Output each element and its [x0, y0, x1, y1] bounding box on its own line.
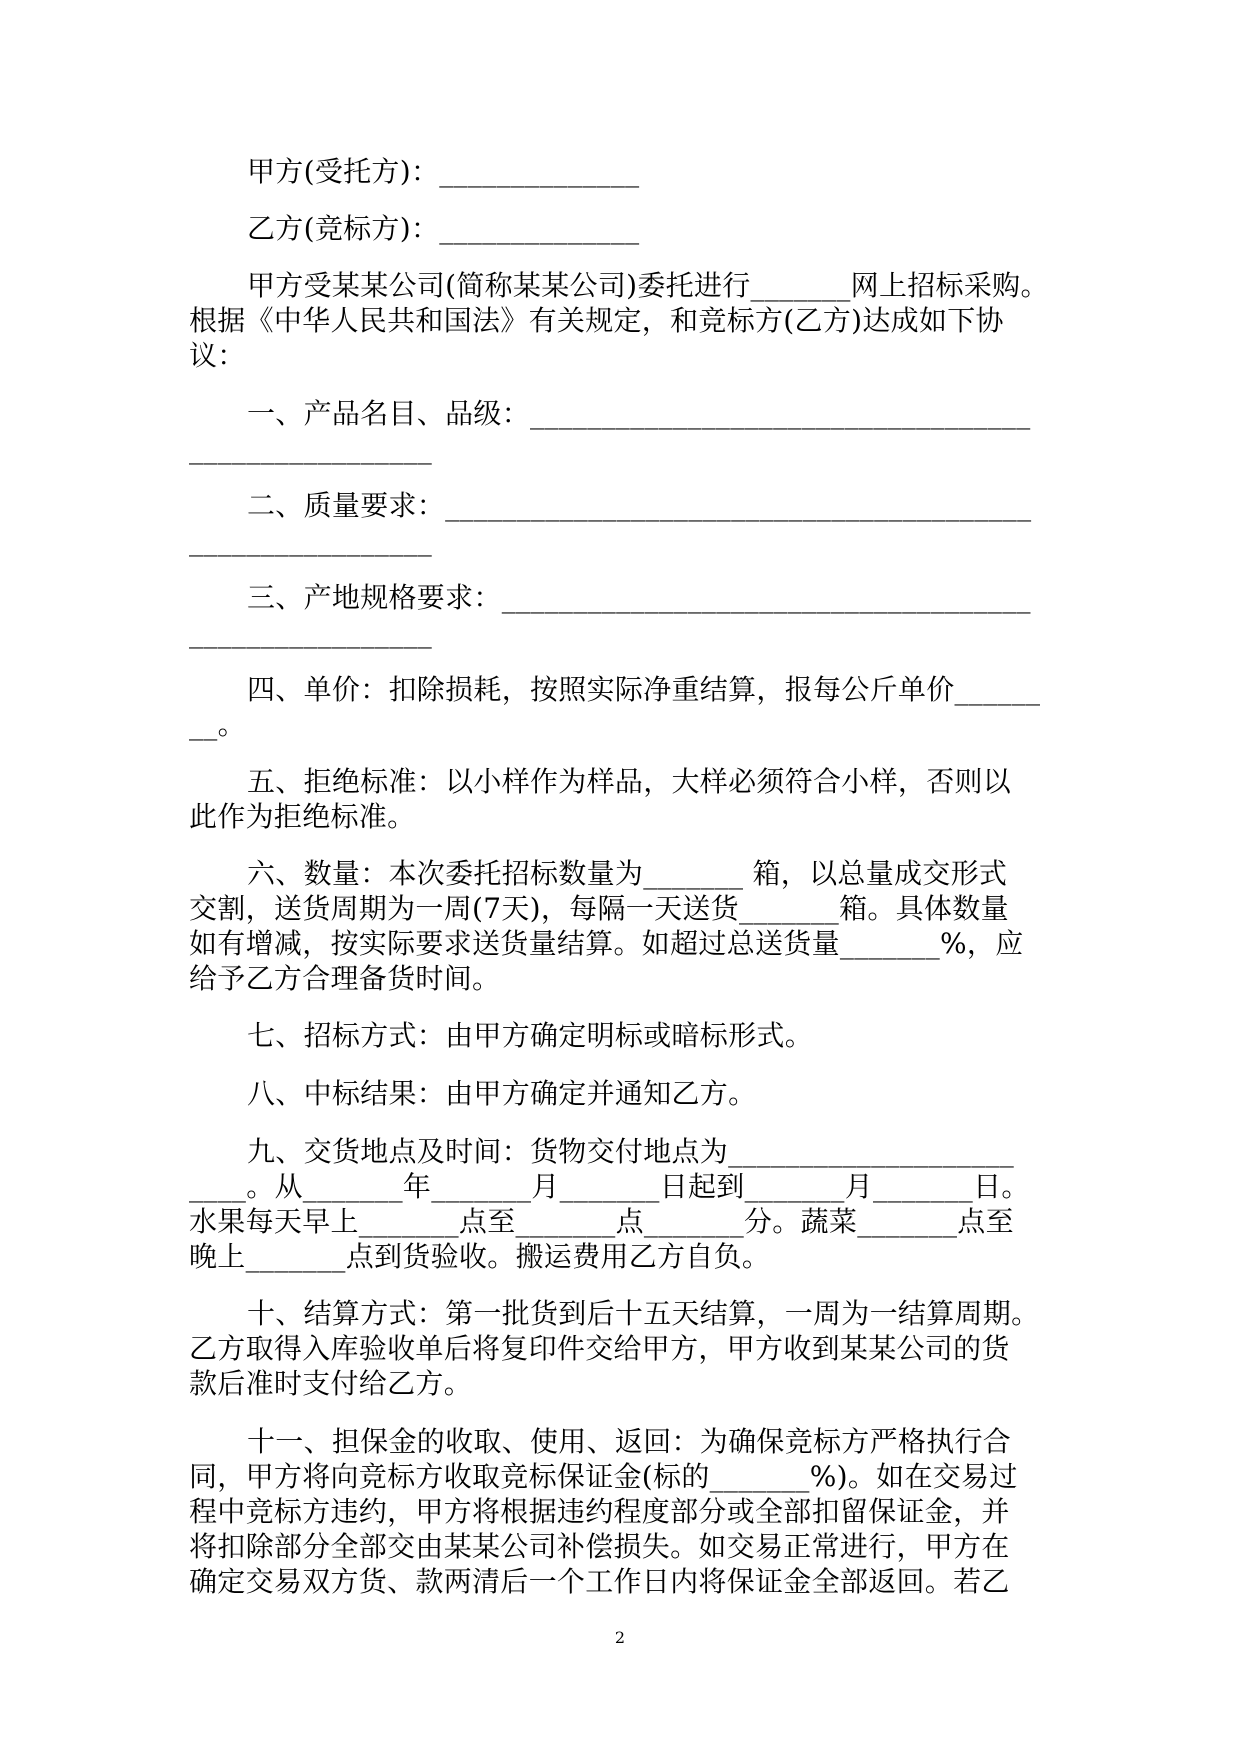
text-line: 确定交易双方货、款两清后一个工作日内将保证金全部返回。若乙	[189, 1565, 1010, 1598]
party-b-line	[189, 211, 1060, 246]
text-line: 晚上_______点到货验收。搬运费用乙方自负。	[189, 1240, 771, 1273]
text-line: 乙方(竞标方)：______________	[247, 212, 640, 245]
text-line: 六、数量：本次委托招标数量为_______ 箱，以总量成交形式	[247, 857, 1008, 890]
text-line: __。	[189, 708, 246, 741]
clause-7-paragraph	[189, 1018, 1060, 1053]
text-line: 水果每天早上_______点至_______点_______分。蔬菜_______点至	[189, 1205, 1014, 1238]
text-line: 二、质量要求：_________________________________________	[247, 489, 1032, 522]
text-line: 给予乙方合理备货时间。	[189, 962, 501, 995]
party-a-line	[189, 154, 1060, 189]
text-line: 议：	[189, 339, 246, 372]
clause-10-paragraph	[189, 1296, 1060, 1401]
text-line: 款后准时支付给乙方。	[189, 1367, 473, 1400]
text-line: 一、产品名目、品级：___________________________________	[247, 397, 1031, 430]
text-line: _________________	[189, 432, 433, 465]
text-line: 八、中标结果：由甲方确定并通知乙方。	[247, 1077, 757, 1110]
text-line: _________________	[189, 616, 433, 649]
text-line: 五、拒绝标准：以小样作为样品，大样必须符合小样，否则以	[247, 765, 1012, 798]
clause-3-paragraph	[189, 580, 1060, 650]
clause-6-paragraph	[189, 856, 1060, 996]
clause-1-paragraph	[189, 396, 1060, 466]
preamble-paragraph	[189, 268, 1060, 373]
text-line: 十、结算方式：第一批货到后十五天结算，一周为一结算周期。	[247, 1297, 1040, 1330]
text-line: 将扣除部分全部交由某某公司补偿损失。如交易正常进行，甲方在	[189, 1530, 1010, 1563]
text-line: 乙方取得入库验收单后将复印件交给甲方，甲方收到某某公司的货	[189, 1332, 1010, 1365]
text-line: 三、产地规格要求：_____________________________________	[247, 581, 1031, 614]
clause-11-paragraph	[189, 1424, 1060, 1599]
text-line: 程中竞标方违约，甲方将根据违约程度部分或全部扣留保证金，并	[189, 1495, 1010, 1528]
text-line: 四、单价：扣除损耗，按照实际净重结算，报每公斤单价______	[247, 673, 1041, 706]
clause-4-paragraph	[189, 672, 1060, 742]
text-line: 此作为拒绝标准。	[189, 800, 416, 833]
text-line: 根据《中华人民共和国法》有关规定，和竞标方(乙方)达成如下协	[189, 304, 1004, 337]
page-number: 2	[614, 1628, 626, 1647]
clause-8-paragraph	[189, 1076, 1060, 1111]
clause-2-paragraph	[189, 488, 1060, 558]
text-line: 九、交货地点及时间：货物交付地点为____________________	[247, 1135, 1015, 1168]
text-line: 同，甲方将向竞标方收取竞标保证金(标的_______%)。如在交易过	[189, 1460, 1018, 1493]
text-line: 如有增减，按实际要求送货量结算。如超过总送货量_______%，应	[189, 927, 1024, 960]
text-line: ____。从_______年_______月_______日起到_______月_______日。	[189, 1170, 1030, 1203]
text-line: _________________	[189, 524, 433, 557]
text-line: 十一、担保金的收取、使用、返回：为确保竞标方严格执行合	[247, 1425, 1012, 1458]
text-line: 交割，送货周期为一周(7天)，每隔一天送货_______箱。具体数量	[189, 892, 1009, 925]
text-line: 甲方(受托方)：______________	[247, 155, 640, 188]
clause-9-paragraph	[189, 1134, 1060, 1274]
text-line: 甲方受某某公司(简称某某公司)委托进行_______网上招标采购。	[247, 269, 1049, 302]
text-line: 七、招标方式：由甲方确定明标或暗标形式。	[247, 1019, 814, 1052]
clause-5-paragraph	[189, 764, 1060, 834]
